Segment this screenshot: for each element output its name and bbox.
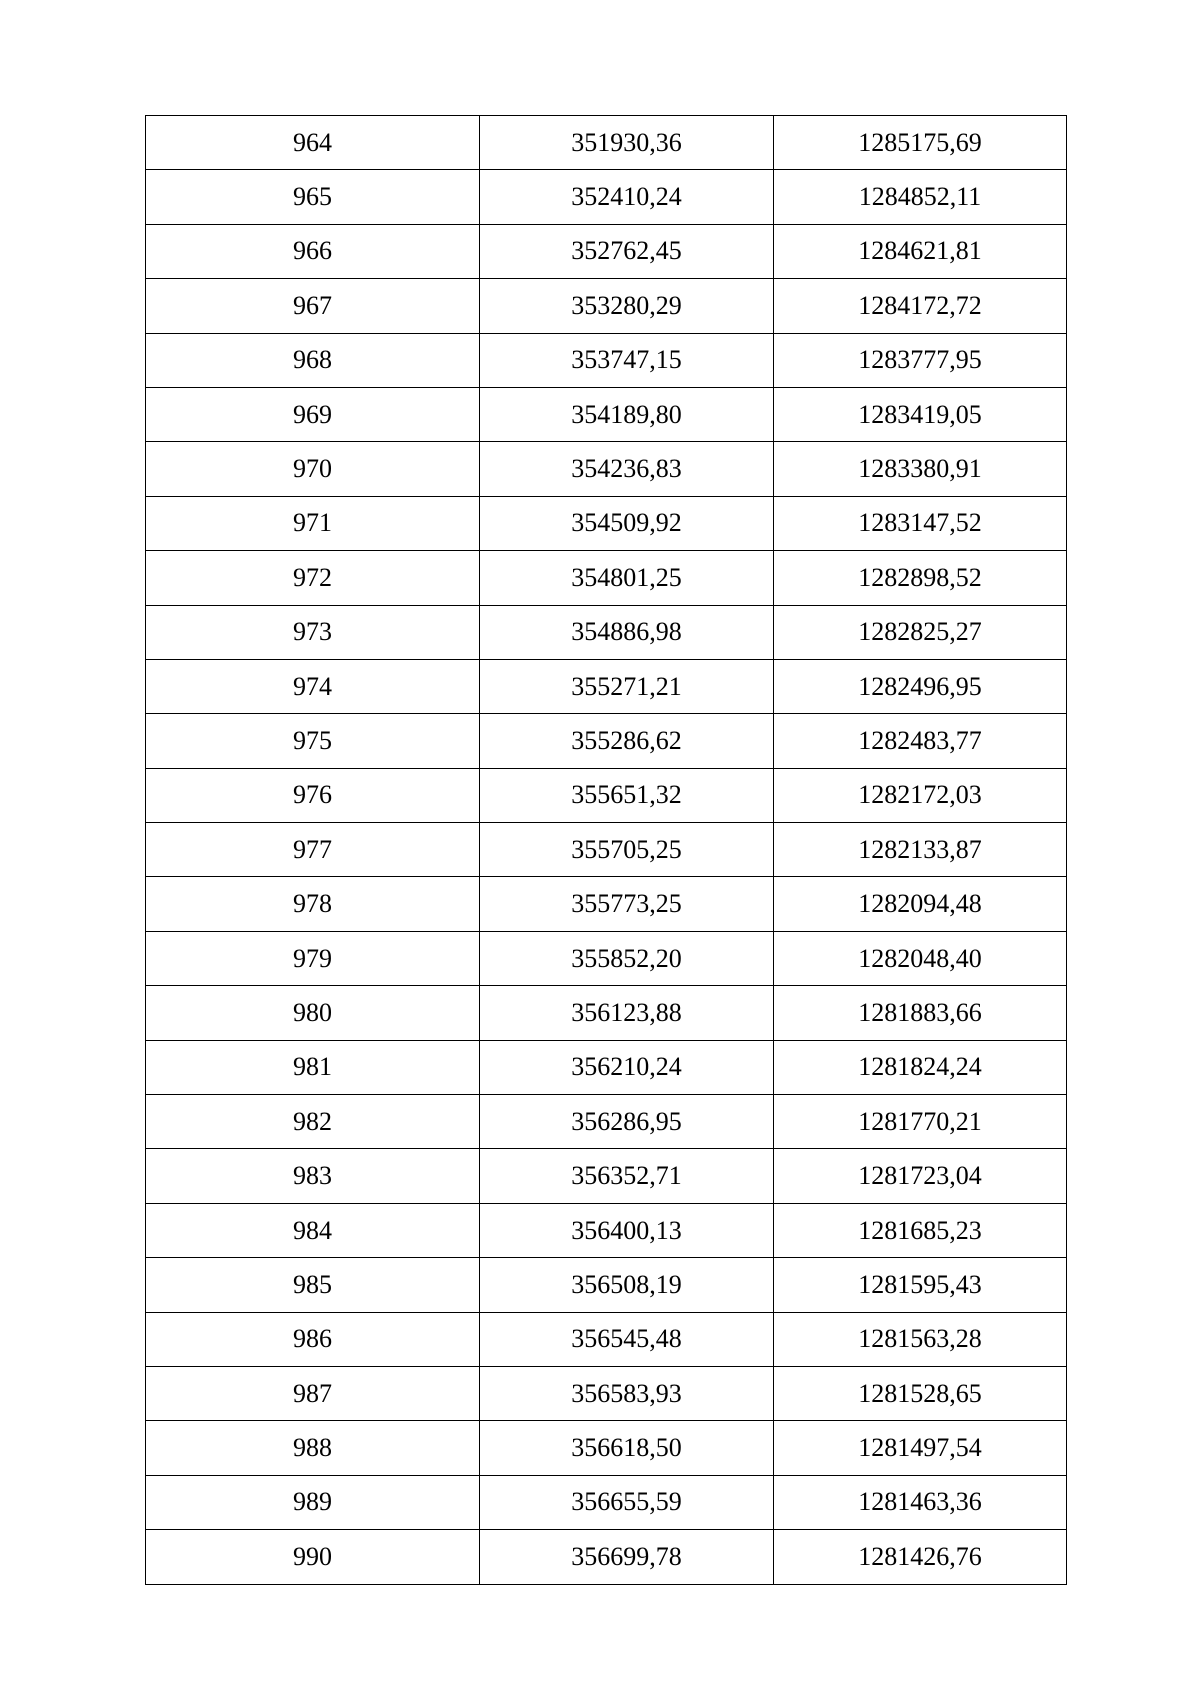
table-row <box>146 551 1067 605</box>
point-number-cell: 965 <box>146 170 480 224</box>
point-number-cell: 974 <box>146 659 480 713</box>
table-row <box>146 442 1067 496</box>
y-coordinate-cell: 1282825,27 <box>774 605 1067 659</box>
table-row <box>146 823 1067 877</box>
table-row <box>146 1149 1067 1203</box>
table-row <box>146 1475 1067 1529</box>
table-row <box>146 1203 1067 1257</box>
y-coordinate-cell: 1281685,23 <box>774 1203 1067 1257</box>
x-coordinate-cell: 355705,25 <box>480 823 774 877</box>
y-coordinate-cell: 1281528,65 <box>774 1366 1067 1420</box>
x-coordinate-cell: 354189,80 <box>480 387 774 441</box>
point-number-cell: 978 <box>146 877 480 931</box>
y-coordinate-cell: 1284621,81 <box>774 224 1067 278</box>
x-coordinate-cell: 355651,32 <box>480 768 774 822</box>
point-number-cell: 977 <box>146 823 480 877</box>
point-number-cell: 989 <box>146 1475 480 1529</box>
point-number-cell: 970 <box>146 442 480 496</box>
point-number-cell: 966 <box>146 224 480 278</box>
x-coordinate-cell: 356618,50 <box>480 1421 774 1475</box>
x-coordinate-cell: 355852,20 <box>480 931 774 985</box>
x-coordinate-cell: 356655,59 <box>480 1475 774 1529</box>
table-row <box>146 986 1067 1040</box>
coordinates-table-body <box>146 116 1067 1585</box>
y-coordinate-cell: 1283777,95 <box>774 333 1067 387</box>
x-coordinate-cell: 356352,71 <box>480 1149 774 1203</box>
y-coordinate-cell: 1281595,43 <box>774 1258 1067 1312</box>
coordinates-table <box>145 115 1067 1585</box>
y-coordinate-cell: 1281770,21 <box>774 1095 1067 1149</box>
x-coordinate-cell: 356286,95 <box>480 1095 774 1149</box>
table-row <box>146 170 1067 224</box>
x-coordinate-cell: 351930,36 <box>480 116 774 170</box>
y-coordinate-cell: 1281463,36 <box>774 1475 1067 1529</box>
point-number-cell: 968 <box>146 333 480 387</box>
y-coordinate-cell: 1281824,24 <box>774 1040 1067 1094</box>
y-coordinate-cell: 1282496,95 <box>774 659 1067 713</box>
x-coordinate-cell: 354886,98 <box>480 605 774 659</box>
x-coordinate-cell: 355271,21 <box>480 659 774 713</box>
table-row <box>146 768 1067 822</box>
y-coordinate-cell: 1281497,54 <box>774 1421 1067 1475</box>
point-number-cell: 967 <box>146 279 480 333</box>
y-coordinate-cell: 1282172,03 <box>774 768 1067 822</box>
y-coordinate-cell: 1283147,52 <box>774 496 1067 550</box>
table-row <box>146 931 1067 985</box>
table-row <box>146 116 1067 170</box>
x-coordinate-cell: 355773,25 <box>480 877 774 931</box>
point-number-cell: 988 <box>146 1421 480 1475</box>
y-coordinate-cell: 1281563,28 <box>774 1312 1067 1366</box>
point-number-cell: 969 <box>146 387 480 441</box>
point-number-cell: 964 <box>146 116 480 170</box>
point-number-cell: 971 <box>146 496 480 550</box>
point-number-cell: 973 <box>146 605 480 659</box>
y-coordinate-cell: 1284852,11 <box>774 170 1067 224</box>
table-row <box>146 279 1067 333</box>
x-coordinate-cell: 356545,48 <box>480 1312 774 1366</box>
table-row <box>146 1258 1067 1312</box>
table-row <box>146 1530 1067 1584</box>
x-coordinate-cell: 354801,25 <box>480 551 774 605</box>
table-row <box>146 1095 1067 1149</box>
point-number-cell: 976 <box>146 768 480 822</box>
y-coordinate-cell: 1282898,52 <box>774 551 1067 605</box>
x-coordinate-cell: 352762,45 <box>480 224 774 278</box>
x-coordinate-cell: 353747,15 <box>480 333 774 387</box>
point-number-cell: 975 <box>146 714 480 768</box>
y-coordinate-cell: 1282483,77 <box>774 714 1067 768</box>
x-coordinate-cell: 353280,29 <box>480 279 774 333</box>
point-number-cell: 980 <box>146 986 480 1040</box>
table-row <box>146 387 1067 441</box>
table-row <box>146 1421 1067 1475</box>
x-coordinate-cell: 356583,93 <box>480 1366 774 1420</box>
x-coordinate-cell: 352410,24 <box>480 170 774 224</box>
table-row <box>146 1366 1067 1420</box>
table-row <box>146 877 1067 931</box>
point-number-cell: 981 <box>146 1040 480 1094</box>
table-row <box>146 714 1067 768</box>
table-row <box>146 659 1067 713</box>
x-coordinate-cell: 355286,62 <box>480 714 774 768</box>
point-number-cell: 972 <box>146 551 480 605</box>
y-coordinate-cell: 1283380,91 <box>774 442 1067 496</box>
y-coordinate-cell: 1284172,72 <box>774 279 1067 333</box>
y-coordinate-cell: 1283419,05 <box>774 387 1067 441</box>
point-number-cell: 990 <box>146 1530 480 1584</box>
x-coordinate-cell: 356210,24 <box>480 1040 774 1094</box>
y-coordinate-cell: 1281426,76 <box>774 1530 1067 1584</box>
table-row <box>146 1312 1067 1366</box>
table-row <box>146 1040 1067 1094</box>
y-coordinate-cell: 1281723,04 <box>774 1149 1067 1203</box>
point-number-cell: 979 <box>146 931 480 985</box>
y-coordinate-cell: 1281883,66 <box>774 986 1067 1040</box>
table-row <box>146 224 1067 278</box>
x-coordinate-cell: 356123,88 <box>480 986 774 1040</box>
table-row <box>146 333 1067 387</box>
x-coordinate-cell: 354509,92 <box>480 496 774 550</box>
table-row <box>146 605 1067 659</box>
x-coordinate-cell: 356699,78 <box>480 1530 774 1584</box>
y-coordinate-cell: 1282094,48 <box>774 877 1067 931</box>
table-row <box>146 496 1067 550</box>
point-number-cell: 984 <box>146 1203 480 1257</box>
y-coordinate-cell: 1282048,40 <box>774 931 1067 985</box>
x-coordinate-cell: 356400,13 <box>480 1203 774 1257</box>
point-number-cell: 982 <box>146 1095 480 1149</box>
x-coordinate-cell: 356508,19 <box>480 1258 774 1312</box>
point-number-cell: 983 <box>146 1149 480 1203</box>
x-coordinate-cell: 354236,83 <box>480 442 774 496</box>
point-number-cell: 986 <box>146 1312 480 1366</box>
y-coordinate-cell: 1282133,87 <box>774 823 1067 877</box>
point-number-cell: 987 <box>146 1366 480 1420</box>
point-number-cell: 985 <box>146 1258 480 1312</box>
y-coordinate-cell: 1285175,69 <box>774 116 1067 170</box>
